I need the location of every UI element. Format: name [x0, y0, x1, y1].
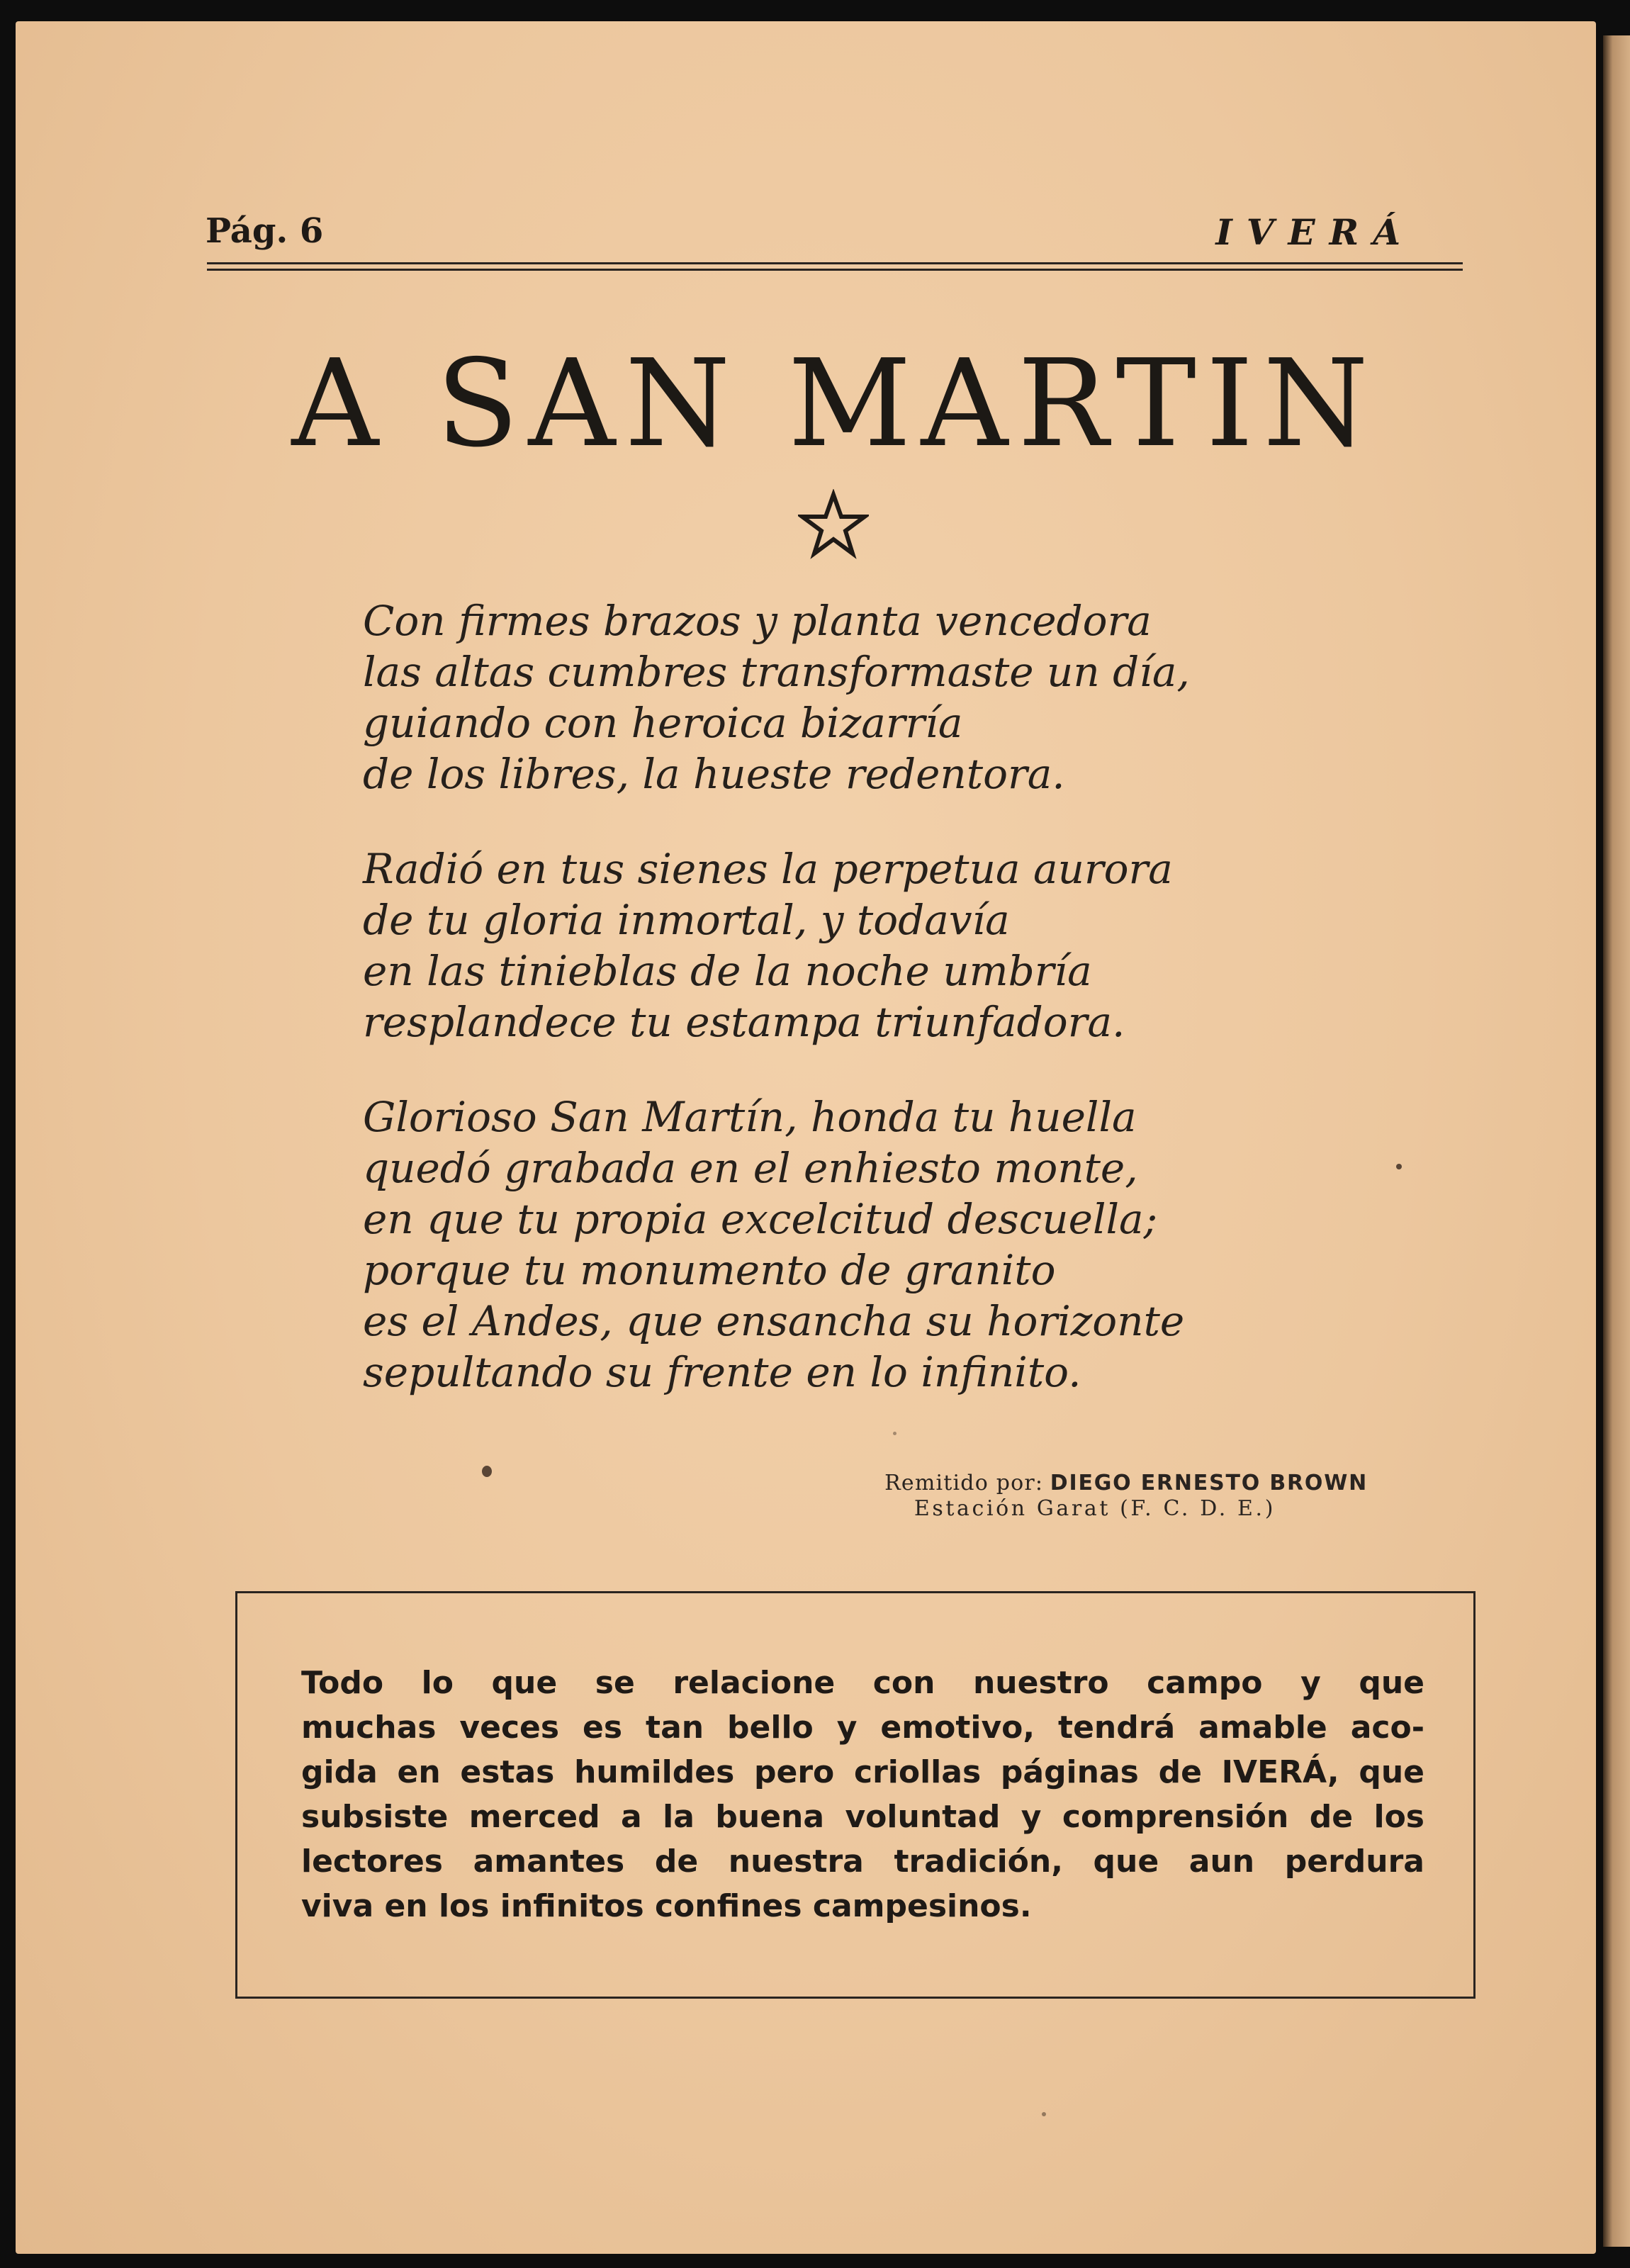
poem-line: de los libres, la hueste redentora.	[363, 750, 1065, 798]
poem-line: Con firmes brazos y planta vencedora	[363, 597, 1152, 645]
notice-line: viva en los infinitos confines campesinos.	[301, 1888, 1032, 1924]
poem-line: guiando con heroica bizarría	[363, 699, 963, 747]
poem-body	[363, 595, 1305, 1398]
poem-line: en las tinieblas de la noche umbría	[363, 947, 1092, 995]
editorial-notice	[301, 1661, 1424, 1929]
notice-line: muchas veces es tan bello y emotivo, tendrá amable aco-	[301, 1710, 1424, 1746]
poem-line: en que tu propia excelcitud descuella;	[363, 1195, 1158, 1243]
poem-title: A SAN MARTIN	[291, 334, 1378, 474]
poem-line: resplandece tu estampa triunfadora.	[363, 998, 1125, 1046]
star-icon	[798, 489, 869, 560]
poem-line: las altas cumbres transformaste un día,	[363, 648, 1190, 696]
editorial-notice-box	[235, 1591, 1476, 1999]
notice-line: Todo lo que se relacione con nuestro campo y que	[301, 1665, 1424, 1701]
poem-line: porque tu monumento de granito	[363, 1246, 1056, 1294]
notice-line: gida en estas humildes pero criollas páginas de IVERÁ, que	[301, 1754, 1424, 1790]
paper-speck	[1042, 2112, 1046, 2116]
poem-line: Glorioso San Martín, honda tu huella	[363, 1093, 1137, 1141]
poem-stanza	[363, 843, 1305, 1048]
poem-line: es el Andes, que ensancha su horizonte	[363, 1297, 1185, 1345]
attribution	[653, 1471, 1368, 1522]
notice-line: lectores amantes de nuestra tradición, que aun perdura	[301, 1843, 1424, 1880]
magazine-name: IVERÁ	[1215, 211, 1415, 253]
magazine-page	[16, 21, 1596, 2254]
header-double-rule	[207, 262, 1463, 271]
poem-line: quedó grabada en el enhiesto monte,	[363, 1144, 1138, 1192]
paper-speck	[482, 1466, 492, 1477]
attribution-label: Remitido por:	[884, 1471, 1044, 1495]
poem-line: Radió en tus sienes la perpetua aurora	[363, 845, 1173, 893]
adjacent-page-edge	[1603, 35, 1630, 2247]
poem-line: de tu gloria inmortal, y todavía	[363, 896, 1010, 944]
attribution-name: DIEGO ERNESTO BROWN	[1050, 1471, 1368, 1495]
page-number: Pág. 6	[206, 211, 324, 251]
paper-speck	[893, 1432, 896, 1435]
notice-line: subsiste merced a la buena voluntad y comprensión de los	[301, 1799, 1424, 1835]
poem-stanza	[363, 1091, 1305, 1398]
poem-stanza	[363, 595, 1305, 799]
poem-line: sepultando su frente en lo infinito.	[363, 1348, 1081, 1396]
attribution-place: Estación Garat (F. C. D. E.)	[914, 1496, 1276, 1521]
paper-speck	[1396, 1164, 1402, 1169]
